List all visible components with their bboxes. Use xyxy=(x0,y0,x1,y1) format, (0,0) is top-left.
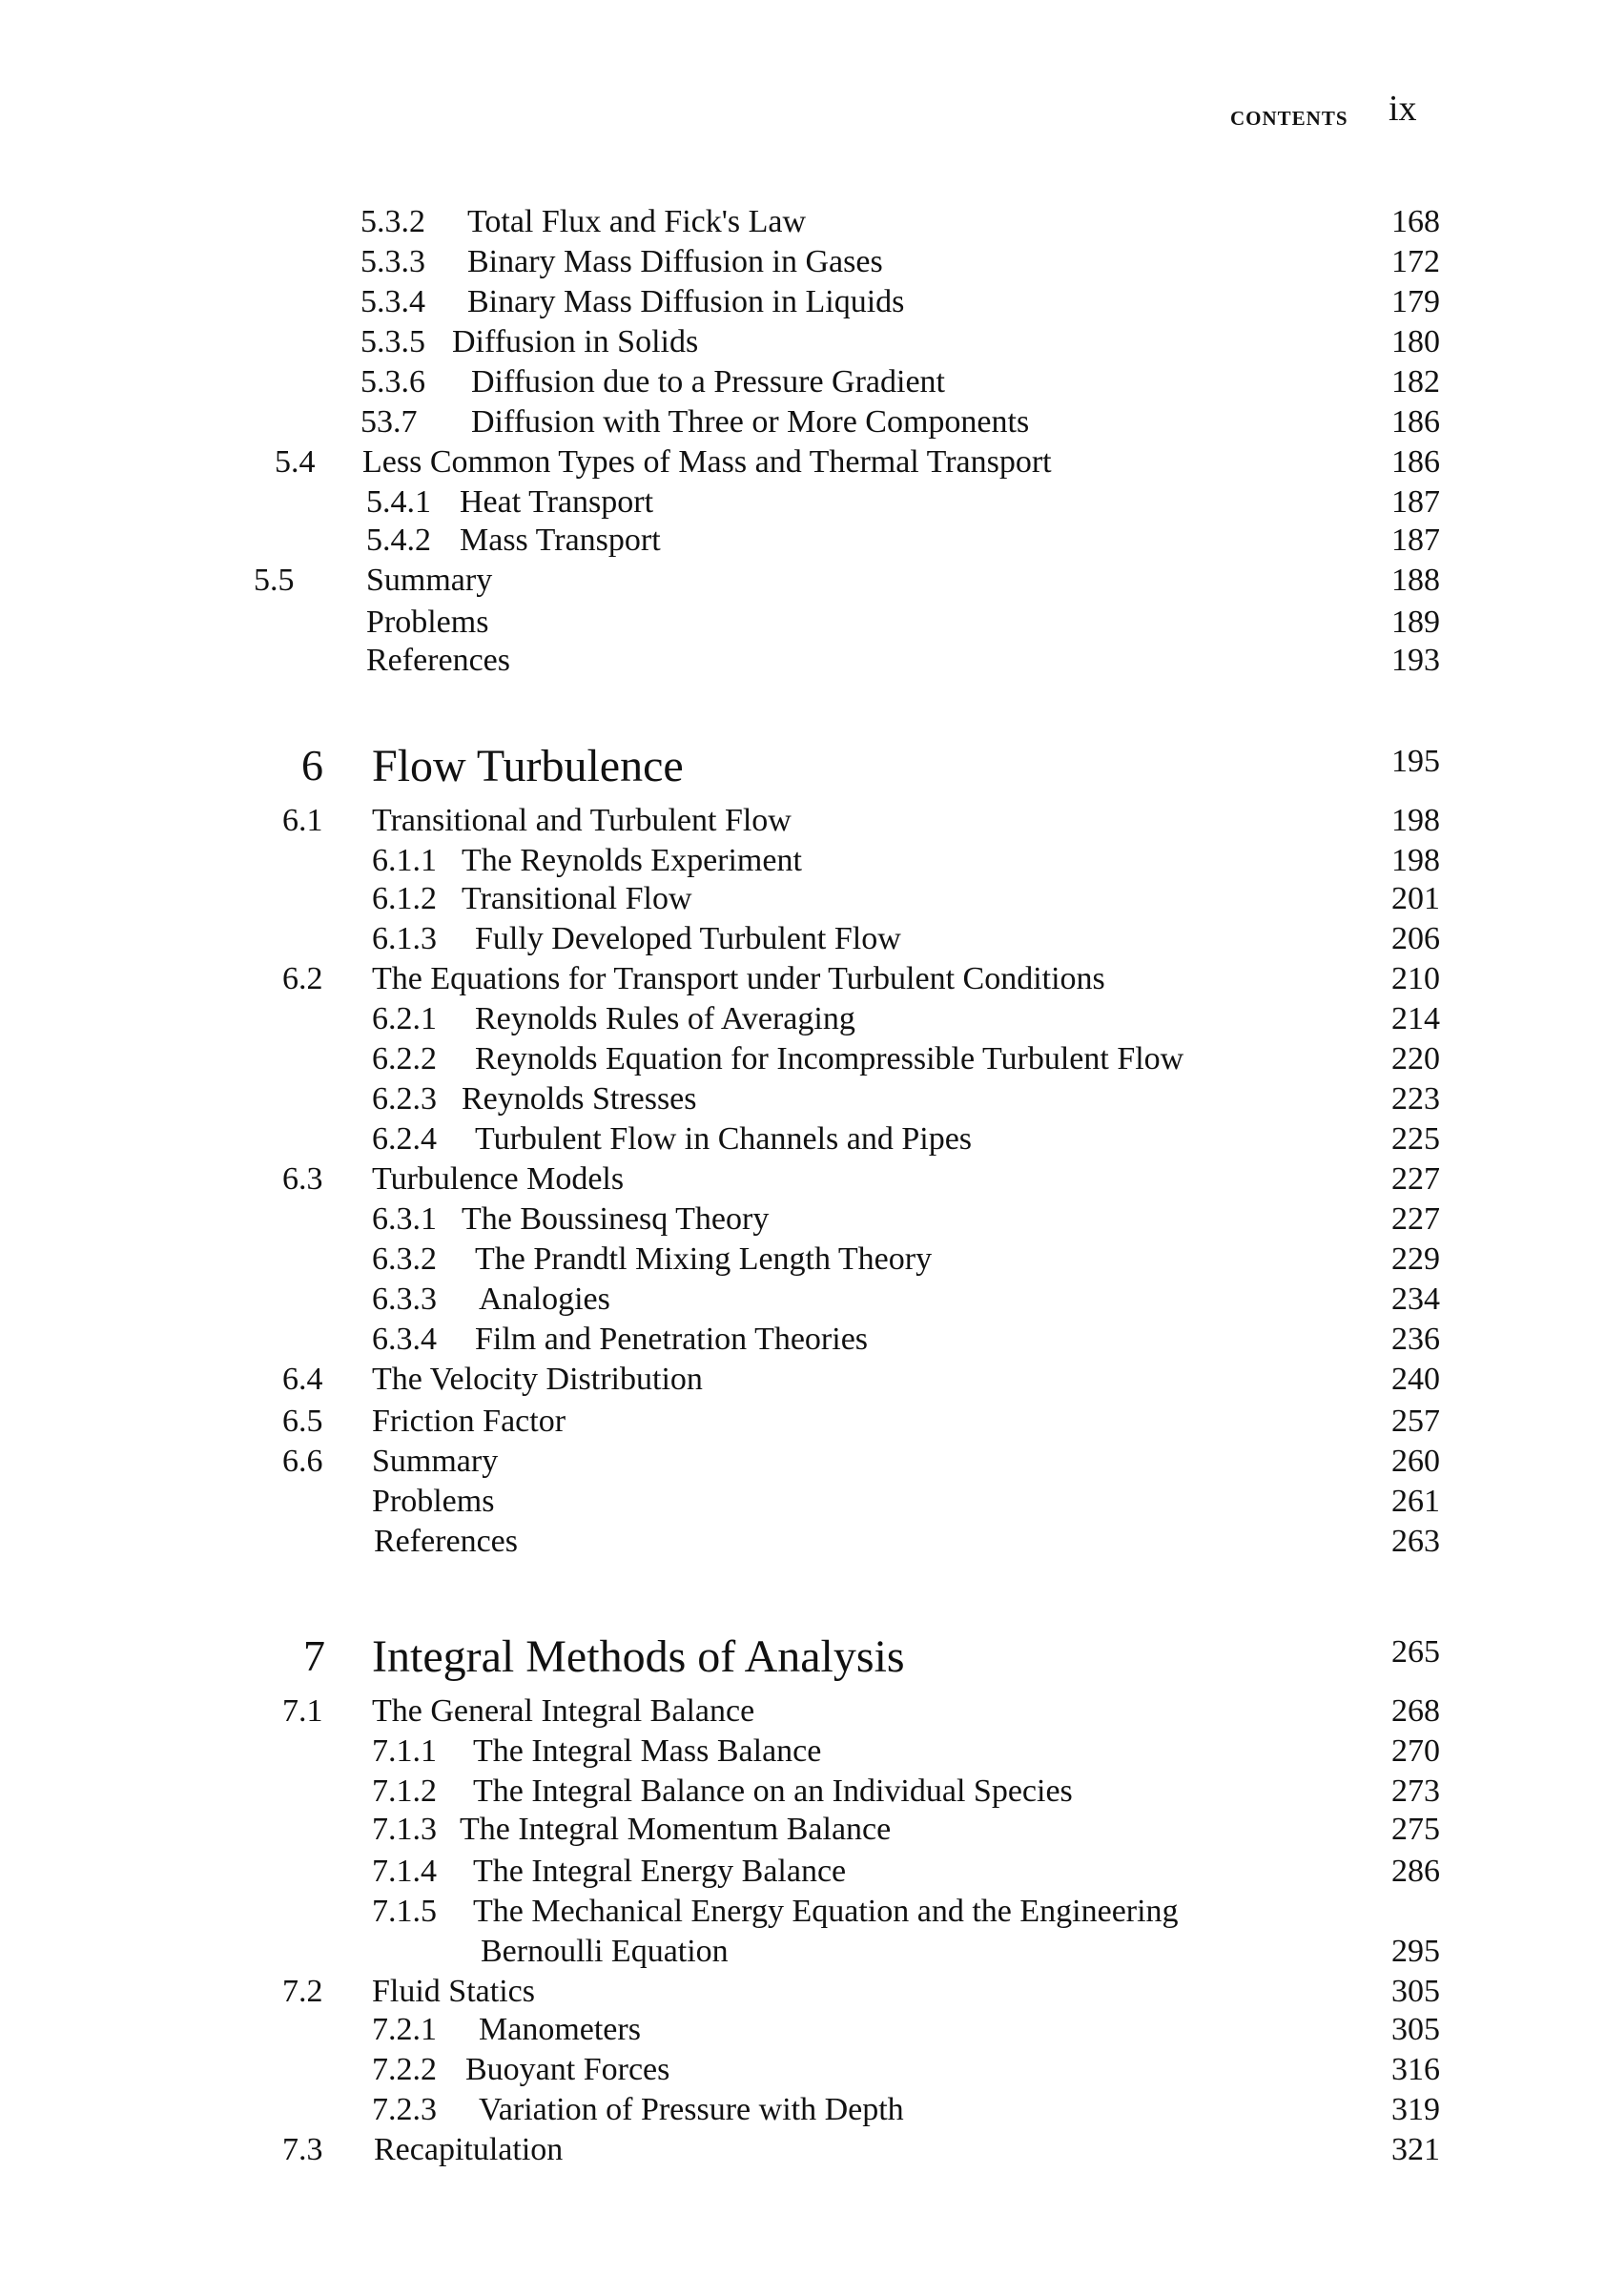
toc-entry-page: 198 xyxy=(1391,843,1440,878)
toc-entry xyxy=(0,1241,1605,1283)
toc-entry-number: 5.4.1 xyxy=(366,484,431,520)
toc-entry xyxy=(0,1362,1605,1404)
toc-entry-number: 7.1.3 xyxy=(372,1812,437,1847)
toc-entry xyxy=(0,843,1605,885)
toc-entry-title: Reynolds Stresses xyxy=(462,1081,697,1117)
toc-entry xyxy=(0,1934,1605,1976)
toc-entry xyxy=(0,324,1605,366)
toc-entry-page: 179 xyxy=(1391,284,1440,319)
toc-entry-number: 6.3.2 xyxy=(372,1241,437,1277)
toc-entry-title: Analogies xyxy=(479,1281,610,1317)
toc-entry-title: Reynolds Rules of Averaging xyxy=(475,1001,855,1036)
toc-entry xyxy=(0,1444,1605,1486)
toc-entry-page: 193 xyxy=(1391,643,1440,678)
toc-entry xyxy=(0,803,1605,845)
toc-entry xyxy=(0,404,1605,446)
toc-entry-title: Fluid Statics xyxy=(372,1974,535,2009)
toc-entry-title: The Integral Balance on an Individual Species xyxy=(473,1773,1073,1809)
toc-entry-number: 5.4.2 xyxy=(366,523,431,558)
toc-entry-title: Total Flux and Fick's Law xyxy=(467,204,807,239)
toc-entry-page: 198 xyxy=(1391,803,1440,838)
toc-entry-number: 5.3.2 xyxy=(360,204,425,239)
toc-entry-page: 236 xyxy=(1391,1322,1440,1357)
toc-entry xyxy=(0,1001,1605,1043)
toc-entry-title: Problems xyxy=(372,1484,495,1519)
toc-entry-number: 5.5 xyxy=(254,563,295,598)
toc-entry-title: The General Integral Balance xyxy=(372,1693,755,1729)
toc-entry-number: 7.3 xyxy=(282,2132,323,2167)
toc-entry-number: 7.1.5 xyxy=(372,1894,437,1929)
toc-entry-page: 286 xyxy=(1391,1854,1440,1889)
toc-entry-page: 220 xyxy=(1391,1041,1440,1076)
toc-entry xyxy=(0,605,1605,646)
toc-entry-number: 5.3.6 xyxy=(360,364,425,400)
toc-entry xyxy=(0,881,1605,923)
toc-entry-page: 223 xyxy=(1391,1081,1440,1117)
toc-entry-page: 275 xyxy=(1391,1812,1440,1847)
toc-entry-number: 7.2 xyxy=(282,1974,323,2009)
toc-entry-page: 305 xyxy=(1391,1974,1440,2009)
toc-entry-page: 206 xyxy=(1391,921,1440,956)
toc-entry xyxy=(0,1404,1605,1445)
toc-entry-number: 7 xyxy=(303,1631,325,1680)
toc-entry-title: The Prandtl Mixing Length Theory xyxy=(475,1241,933,1277)
toc-entry-page: 273 xyxy=(1391,1773,1440,1809)
toc-entry-number: 6.2.3 xyxy=(372,1081,437,1117)
toc-entry-page: 195 xyxy=(1391,744,1440,779)
toc-entry-page: 187 xyxy=(1391,484,1440,520)
toc-entry xyxy=(0,1081,1605,1123)
toc-entry xyxy=(0,1524,1605,1566)
toc-entry-title: Mass Transport xyxy=(460,523,661,558)
toc-entry-number: 6.3 xyxy=(282,1161,323,1197)
toc-entry-title: Diffusion with Three or More Components xyxy=(471,404,1030,440)
toc-entry-page: 257 xyxy=(1391,1404,1440,1439)
toc-entry-page: 265 xyxy=(1391,1634,1440,1670)
toc-entry-title: References xyxy=(366,643,511,678)
toc-entry xyxy=(0,1854,1605,1896)
toc-entry-number: 6.1.3 xyxy=(372,921,437,956)
toc-entry-title: Fully Developed Turbulent Flow xyxy=(475,921,901,956)
toc-entry-number: 6.3.3 xyxy=(372,1281,437,1317)
toc-entry-title: Film and Penetration Theories xyxy=(475,1322,869,1357)
toc-entry-page: 187 xyxy=(1391,523,1440,558)
toc-entry-title: The Boussinesq Theory xyxy=(462,1201,770,1237)
toc-entry xyxy=(0,1484,1605,1526)
toc-entry-title: The Integral Energy Balance xyxy=(473,1854,847,1889)
toc-entry xyxy=(0,1773,1605,1815)
toc-entry-number: 7.1.1 xyxy=(372,1733,437,1769)
toc-entry xyxy=(0,1733,1605,1775)
toc-entry-number: 7.1.4 xyxy=(372,1854,437,1889)
toc-entry-number: 53.7 xyxy=(360,404,418,440)
toc-entry-page: 186 xyxy=(1391,444,1440,480)
toc-entry xyxy=(0,364,1605,406)
toc-entry-number: 6.1.1 xyxy=(372,843,437,878)
toc-entry xyxy=(0,1974,1605,2016)
toc-entry-title: Diffusion in Solids xyxy=(452,324,699,359)
toc-entry-number: 6.2.4 xyxy=(372,1121,437,1157)
toc-entry-page: 180 xyxy=(1391,324,1440,359)
toc-entry-number: 6.2 xyxy=(282,961,323,996)
toc-entry-title: Summary xyxy=(366,563,493,598)
toc-entry-title: Turbulent Flow in Channels and Pipes xyxy=(475,1121,973,1157)
toc-entry-title: Transitional Flow xyxy=(462,881,692,916)
toc-entry-number: 6.5 xyxy=(282,1404,323,1439)
toc-entry-page: 182 xyxy=(1391,364,1440,400)
toc-entry xyxy=(0,961,1605,1003)
toc-entry-number: 5.4 xyxy=(275,444,316,480)
toc-entry-number: 6.1.2 xyxy=(372,881,437,916)
toc-entry-title: Heat Transport xyxy=(460,484,654,520)
toc-entry-title: Less Common Types of Mass and Thermal Transport xyxy=(362,444,1052,480)
toc-entry-title: Diffusion due to a Pressure Gradient xyxy=(471,364,945,400)
toc-entry-page: 268 xyxy=(1391,1693,1440,1729)
toc-entry-title: Friction Factor xyxy=(372,1404,566,1439)
toc-entry-title: The Mechanical Energy Equation and the Engineering xyxy=(473,1894,1179,1929)
toc-entry-page: 321 xyxy=(1391,2132,1440,2167)
toc-entry xyxy=(0,921,1605,963)
toc-entry-number: 5.3.4 xyxy=(360,284,425,319)
toc-entry-number: 6 xyxy=(301,741,323,789)
toc-entry-number: 6.3.4 xyxy=(372,1322,437,1357)
toc-entry xyxy=(0,1201,1605,1243)
toc-entry xyxy=(0,284,1605,326)
toc-entry-number: 5.3.3 xyxy=(360,244,425,279)
toc-entry-page: 316 xyxy=(1391,2052,1440,2087)
toc-entry xyxy=(0,244,1605,286)
toc-entry-number: 7.1 xyxy=(282,1693,323,1729)
toc-entry xyxy=(0,484,1605,526)
toc-entry-title: Bernoulli Equation xyxy=(481,1934,729,1969)
toc-entry-page: 240 xyxy=(1391,1362,1440,1397)
toc-entry-title: Turbulence Models xyxy=(372,1161,625,1197)
toc-entry-title: Reynolds Equation for Incompressible Turbulent Flow xyxy=(475,1041,1184,1076)
toc-entry xyxy=(0,1322,1605,1363)
toc-entry-title: The Reynolds Experiment xyxy=(462,843,802,878)
running-header-label: CONTENTS xyxy=(1230,107,1348,130)
toc-entry xyxy=(0,1041,1605,1083)
toc-chapter-entry xyxy=(0,1630,1605,1682)
toc-entry-page: 201 xyxy=(1391,881,1440,916)
toc-entry-title: Variation of Pressure with Depth xyxy=(479,2092,904,2127)
toc-entry-page: 186 xyxy=(1391,404,1440,440)
toc-entry-page: 305 xyxy=(1391,2012,1440,2047)
toc-entry xyxy=(0,444,1605,486)
toc-entry-title: Binary Mass Diffusion in Gases xyxy=(467,244,883,279)
toc-entry-title: Summary xyxy=(372,1444,499,1479)
toc-entry-number: 6.3.1 xyxy=(372,1201,437,1237)
toc-entry xyxy=(0,1121,1605,1163)
toc-entry-title: Binary Mass Diffusion in Liquids xyxy=(467,284,905,319)
toc-entry-page: 263 xyxy=(1391,1524,1440,1559)
toc-entry-page: 210 xyxy=(1391,961,1440,996)
toc-entry xyxy=(0,1693,1605,1735)
toc-entry-page: 234 xyxy=(1391,1281,1440,1317)
toc-entry xyxy=(0,2012,1605,2054)
toc-entry-page: 188 xyxy=(1391,563,1440,598)
toc-entry-title: Problems xyxy=(366,605,489,640)
toc-entry-title: The Integral Momentum Balance xyxy=(460,1812,892,1847)
toc-entry-number: 7.2.2 xyxy=(372,2052,437,2087)
toc-entry-page: 227 xyxy=(1391,1201,1440,1237)
toc-entry-page: 295 xyxy=(1391,1934,1440,1969)
toc-entry-page: 319 xyxy=(1391,2092,1440,2127)
toc-entry-title: The Equations for Transport under Turbulent Conditions xyxy=(372,961,1105,996)
toc-entry-title: Recapitulation xyxy=(374,2132,564,2167)
toc-entry-title: References xyxy=(374,1524,519,1559)
toc-entry-title: Manometers xyxy=(479,2012,641,2047)
toc-entry xyxy=(0,643,1605,685)
toc-entry-number: 5.3.5 xyxy=(360,324,425,359)
toc-entry xyxy=(0,1894,1605,1936)
toc-entry-number: 7.2.1 xyxy=(372,2012,437,2047)
toc-entry xyxy=(0,523,1605,564)
toc-entry-page: 214 xyxy=(1391,1001,1440,1036)
toc-entry-page: 270 xyxy=(1391,1733,1440,1769)
chapter-title: Flow Turbulence xyxy=(372,741,684,791)
toc-entry-number: 6.6 xyxy=(282,1444,323,1479)
toc-entry-page: 229 xyxy=(1391,1241,1440,1277)
toc-entry xyxy=(0,563,1605,605)
toc-entry-page: 261 xyxy=(1391,1484,1440,1519)
toc-entry xyxy=(0,1161,1605,1203)
toc-entry-page: 189 xyxy=(1391,605,1440,640)
toc-entry-title: The Integral Mass Balance xyxy=(473,1733,822,1769)
toc-entry-number: 6.2.2 xyxy=(372,1041,437,1076)
toc-entry-page: 227 xyxy=(1391,1161,1440,1197)
toc-entry xyxy=(0,1281,1605,1323)
toc-entry-number: 7.2.3 xyxy=(372,2092,437,2127)
toc-entry-title: Transitional and Turbulent Flow xyxy=(372,803,792,838)
toc-entry-page: 172 xyxy=(1391,244,1440,279)
toc-entry xyxy=(0,204,1605,246)
toc-entry-number: 6.2.1 xyxy=(372,1001,437,1036)
toc-chapter-entry xyxy=(0,740,1605,791)
toc-entry-number: 7.1.2 xyxy=(372,1773,437,1809)
toc-entry-page: 225 xyxy=(1391,1121,1440,1157)
toc-entry-title: The Velocity Distribution xyxy=(372,1362,703,1397)
toc-entry-page: 260 xyxy=(1391,1444,1440,1479)
toc-entry-number: 6.1 xyxy=(282,803,323,838)
chapter-title: Integral Methods of Analysis xyxy=(372,1631,905,1682)
toc-entry-number: 6.4 xyxy=(282,1362,323,1397)
toc-entry xyxy=(0,2092,1605,2134)
toc-entry xyxy=(0,2052,1605,2094)
toc-entry xyxy=(0,2132,1605,2174)
running-header-page-number: ix xyxy=(1389,89,1417,129)
toc-entry-page: 168 xyxy=(1391,204,1440,239)
toc-entry xyxy=(0,1812,1605,1854)
toc-entry-title: Buoyant Forces xyxy=(465,2052,670,2087)
